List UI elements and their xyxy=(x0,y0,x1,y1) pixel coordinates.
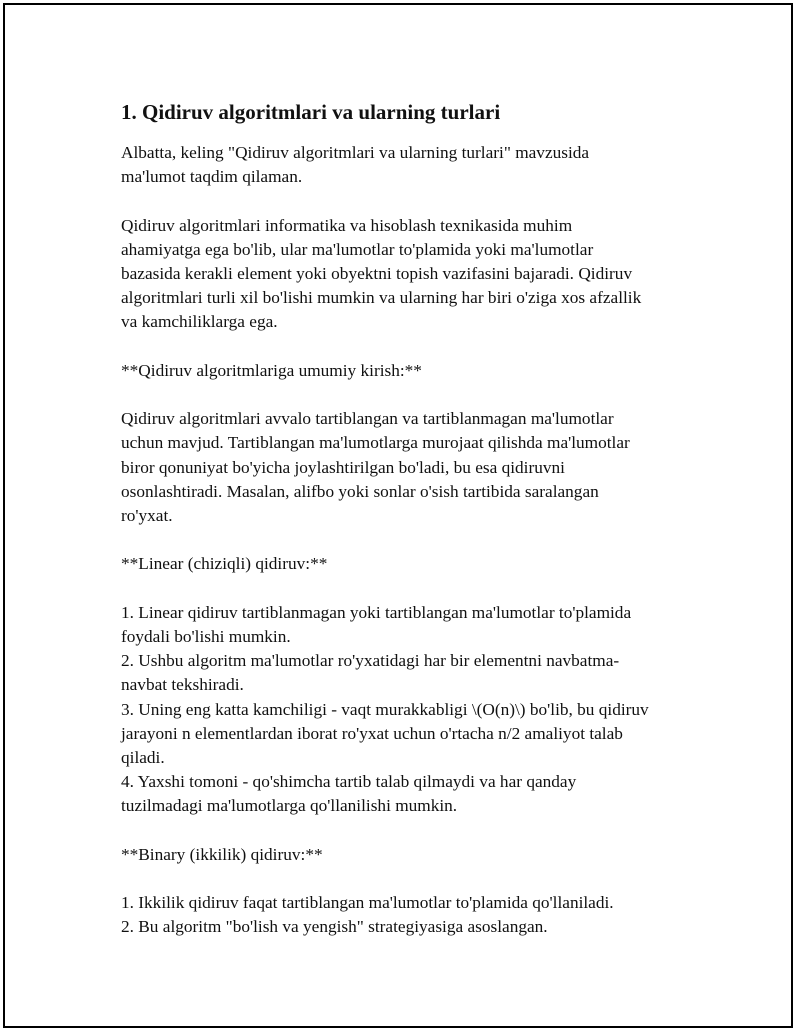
document-body xyxy=(121,97,701,940)
paragraph-gap xyxy=(121,819,701,843)
subheading-intro: **Qidiruv algoritmlariga umumiy kirish:** xyxy=(121,360,422,380)
section-heading: 1. Qidiruv algoritmlari va ularning turlari xyxy=(121,100,501,124)
sorted-data-paragraph: Qidiruv algoritmlari avvalo tartiblangan va tartiblanmagan ma'lumotlar uchun mavjud. Tartiblangan ma'lumotlarga murojaat qilishda ma'lumotlar biror qonuniyat bo'yicha joylashtirilgan bo'ladi, bu esa qidiruvni osonlashtiradi. Masalan, alifbo yoki sonlar o'sish tartibida saralangan ro'yxat. xyxy=(121,409,630,525)
page-frame xyxy=(3,3,793,1028)
overview-paragraph: Qidiruv algoritmlari informatika va hisoblash texnikasida muhim ahamiyatga ega bo'lib, ular ma'lumotlar to'plamida yoki ma'lumotlar bazasida kerakli element yoki obyektni topish vazifasini bajaradi. Qidiruv algoritmlari turli xil bo'lishi mumkin va ularning har biri o'ziga xos afzallik va kamchiliklarga ega. xyxy=(121,215,642,332)
paragraph-gap xyxy=(121,577,701,601)
paragraph-gap xyxy=(121,189,701,213)
subheading-linear: **Linear (chiziqli) qidiruv:** xyxy=(121,554,328,574)
paragraph-gap xyxy=(121,335,701,359)
intro-paragraph: Albatta, keling "Qidiruv algoritmlari va ularning turlari" mavzusida ma'lumot taqdim qilaman. xyxy=(121,143,590,187)
paragraph-gap xyxy=(121,528,701,552)
paragraph-gap xyxy=(121,383,701,407)
linear-search-list: 1. Linear qidiruv tartiblanmagan yoki tartiblangan ma'lumotlar to'plamida foydali bo'lishi mumkin. 2. Ushbu algoritm ma'lumotlar ro'yxatidagi har bir elementni navbatma- navbat tekshiradi. 3. Uning eng katta kamchiligi - vaqt murakkabligi \(O(n)\) bo'lib, bu qidiruv jarayoni n elementlardan iborat ro'yxat uchun o'rtacha n/2 amaliyot talab qiladi. 4. Yaxshi tomoni - qo'shimcha tartib talab qilmaydi va har qanday tuzilmadagi ma'lumotlarga qo'llanilishi mumkin. xyxy=(121,602,649,816)
paragraph-gap xyxy=(121,867,701,891)
subheading-binary: **Binary (ikkilik) qidiruv:** xyxy=(121,844,323,864)
binary-search-list: 1. Ikkilik qidiruv faqat tartiblangan ma'lumotlar to'plamida qo'llaniladi. 2. Bu algoritm "bo'lish va yengish" strategiyasiga asoslangan. xyxy=(121,893,614,937)
